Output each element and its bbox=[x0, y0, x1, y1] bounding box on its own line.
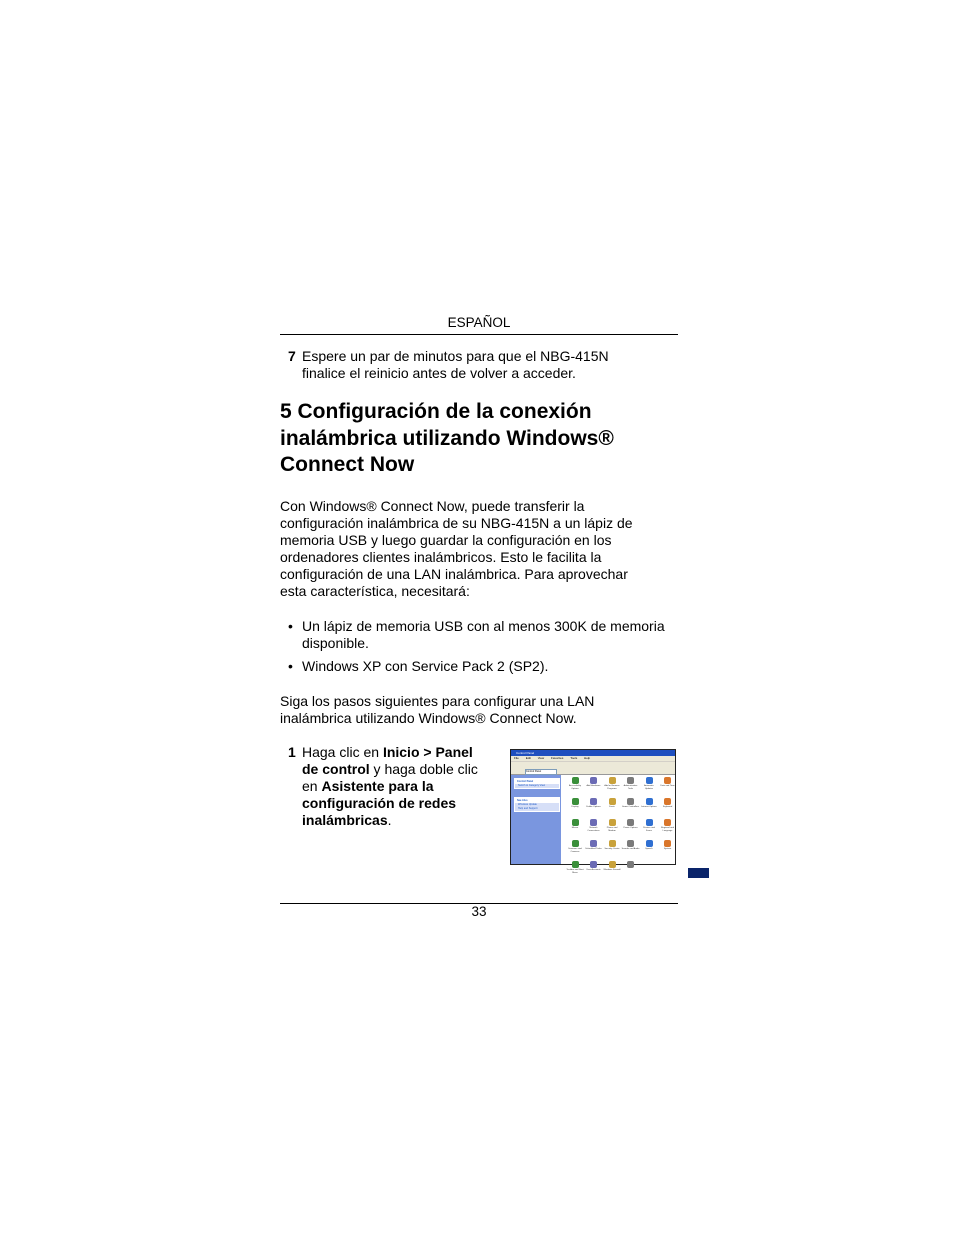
step-text-line: Espere un par de minutos para que el NBG-415N bbox=[302, 348, 609, 364]
bullet-mark: • bbox=[288, 618, 293, 634]
plain-text: Haga clic en bbox=[302, 744, 383, 760]
plain-text: en bbox=[302, 778, 322, 794]
address-bar bbox=[511, 768, 675, 775]
requirement-line: disponible. bbox=[302, 635, 369, 651]
control-panel-icons bbox=[562, 775, 675, 874]
control-panel-screenshot bbox=[510, 749, 676, 874]
section-title-line: inalámbrica utilizando Windows® bbox=[280, 426, 614, 450]
control-panel-item-icon bbox=[609, 798, 616, 805]
paragraph-line: Con Windows® Connect Now, puede transferir la bbox=[280, 498, 585, 514]
step-text-line bbox=[302, 744, 473, 761]
control-panel-item-icon bbox=[572, 819, 579, 826]
menu-item: Help bbox=[584, 756, 591, 760]
control-panel-item-icon bbox=[609, 819, 616, 826]
control-panel-item-icon bbox=[572, 840, 579, 847]
bold-text: de control bbox=[302, 761, 370, 777]
control-panel-item-icon bbox=[590, 777, 597, 784]
control-panel-item-label: Keyboard bbox=[662, 806, 673, 808]
plain-text: . bbox=[387, 812, 392, 828]
section-title-line: Connect Now bbox=[280, 453, 415, 476]
control-panel-item-label: Sounds and Audio bbox=[621, 848, 640, 850]
control-panel-item-icon bbox=[572, 777, 579, 784]
control-panel-item-label: Network Connections bbox=[587, 827, 600, 832]
control-panel-item-label: Speech bbox=[645, 848, 653, 850]
bold-text: configuración de redes bbox=[302, 795, 457, 811]
control-panel-item-label: Scheduled Tasks bbox=[585, 848, 602, 850]
control-panel-item-label: Administrative Tools bbox=[623, 785, 638, 790]
menu-item: Favorites bbox=[551, 756, 564, 760]
bold-text: Inicio > Panel bbox=[382, 744, 473, 760]
control-panel-item-label: Printers and Faxes bbox=[643, 827, 655, 832]
control-panel-item-icon bbox=[590, 819, 597, 826]
intro-paragraph bbox=[280, 498, 633, 600]
running-header: ESPAÑOL bbox=[447, 315, 511, 330]
requirement-line: Windows XP con Service Pack 2 (SP2). bbox=[302, 658, 549, 674]
paragraph-line: configuración inalámbrica de su NBG-415N a un lápiz de bbox=[280, 515, 633, 531]
control-panel-item-label: Game Controllers bbox=[621, 806, 640, 808]
step-text-line bbox=[302, 812, 392, 829]
menu-item: View bbox=[537, 756, 545, 760]
step-number: 1 bbox=[288, 744, 296, 760]
paragraph-line: configuración de una LAN inalámbrica. Para aprovechar bbox=[280, 566, 628, 582]
paragraph-line: esta característica, necesitará: bbox=[280, 583, 470, 599]
control-panel-item-icon bbox=[646, 777, 653, 784]
steps-intro-paragraph bbox=[280, 693, 594, 727]
control-panel-item-icon bbox=[572, 798, 579, 805]
panel-link: Windows Update bbox=[518, 803, 537, 806]
panel-link: Help and Support bbox=[518, 807, 538, 810]
control-panel-item-label: Date and Time bbox=[660, 785, 675, 787]
paragraph-line: Siga los pasos siguientes para configurar una LAN bbox=[280, 693, 595, 709]
control-panel-item-label: System bbox=[663, 848, 672, 850]
step-text-line bbox=[302, 761, 478, 778]
selected-item-highlight bbox=[688, 868, 709, 878]
bold-text: inalámbricas bbox=[302, 812, 388, 828]
control-panel-item-icon bbox=[664, 777, 671, 784]
panel-title: Control Panel bbox=[515, 779, 559, 784]
task-panel bbox=[514, 778, 560, 789]
control-panel-item-icon bbox=[646, 798, 653, 805]
control-panel-item-icon bbox=[664, 819, 671, 826]
address-field: Control Panel bbox=[525, 769, 557, 775]
control-panel-item-label: Accessibility Options bbox=[569, 785, 581, 790]
control-panel-item-icon bbox=[609, 861, 616, 868]
step-text-line bbox=[302, 795, 456, 812]
control-panel-item-label: Taskbar and Start Menu bbox=[566, 869, 584, 874]
menu-item: Tools bbox=[570, 756, 578, 760]
menu-item: File bbox=[514, 756, 519, 760]
bold-text: Asistente para la bbox=[321, 778, 434, 794]
control-panel-item-icon bbox=[590, 798, 597, 805]
control-panel-item-label: Fonts bbox=[609, 806, 615, 808]
control-panel-item-icon bbox=[572, 861, 579, 868]
control-panel-item-icon bbox=[609, 840, 616, 847]
section-title-line: 5 Configuración de la conexión bbox=[280, 400, 592, 423]
control-panel-item-icon bbox=[627, 777, 634, 784]
page-number: 33 bbox=[471, 904, 487, 919]
control-panel-item-icon bbox=[590, 840, 597, 847]
control-panel-item-icon bbox=[646, 819, 653, 826]
step-text-line: finalice el reinicio antes de volver a acceder. bbox=[302, 365, 576, 381]
menu-item: Edit bbox=[525, 756, 531, 760]
control-panel-item-icon bbox=[627, 861, 634, 868]
control-panel-item-label: Security Center bbox=[604, 848, 620, 850]
control-panel-item-label: Phone and Modem bbox=[606, 827, 618, 832]
bullet-mark: • bbox=[288, 658, 293, 674]
control-panel-item-label: Mouse bbox=[571, 827, 579, 829]
task-panel bbox=[514, 797, 560, 812]
step-number: 7 bbox=[288, 348, 296, 364]
paragraph-line: memoria USB y luego guardar la configuración en los bbox=[280, 532, 612, 548]
control-panel-item-label: Power Options bbox=[623, 827, 638, 829]
control-panel-item-icon bbox=[646, 840, 653, 847]
paragraph-line: inalámbrica utilizando Windows® Connect Now. bbox=[280, 710, 577, 726]
panel-title: See Also bbox=[515, 798, 559, 803]
task-pane bbox=[511, 775, 561, 864]
control-panel-item-label: Wireless Network Setup Wizard bbox=[621, 869, 640, 874]
control-panel-item-icon bbox=[664, 840, 671, 847]
control-panel-item-icon bbox=[590, 861, 597, 868]
requirement-line: Un lápiz de memoria USB con al menos 300K de memoria bbox=[302, 618, 665, 634]
header-rule bbox=[280, 334, 678, 335]
control-panel-item-icon bbox=[664, 798, 671, 805]
control-panel-item-label: Regional and Language bbox=[661, 827, 674, 832]
step-text-line bbox=[302, 778, 434, 795]
control-panel-item-label: Add Hardware bbox=[586, 785, 601, 787]
paragraph-line: ordenadores clientes inalámbricos. Esto le facilita la bbox=[280, 549, 602, 565]
section-heading bbox=[280, 399, 614, 479]
panel-link: Switch to Category View bbox=[518, 784, 546, 787]
control-panel-item-icon bbox=[627, 798, 634, 805]
control-panel-item-icon bbox=[627, 819, 634, 826]
control-panel-item-label: Automatic Updates bbox=[644, 785, 654, 790]
control-panel-item-label: Add or Remove Programs bbox=[604, 785, 620, 790]
window-title: Control Panel bbox=[516, 751, 535, 755]
control-panel-item-label: Folder Options bbox=[586, 806, 601, 808]
control-panel-item-label: Windows Firewall bbox=[603, 869, 621, 871]
control-panel-item-icon bbox=[609, 777, 616, 784]
control-panel-item-label: Display bbox=[571, 806, 579, 808]
control-panel-item-label: Scanners and Cameras bbox=[568, 848, 582, 853]
control-panel-item-label: Internet Options bbox=[641, 806, 657, 808]
control-panel-item-label: User Accounts bbox=[586, 869, 601, 871]
control-panel-item-icon bbox=[627, 840, 634, 847]
plain-text: y haga doble clic bbox=[369, 761, 478, 777]
